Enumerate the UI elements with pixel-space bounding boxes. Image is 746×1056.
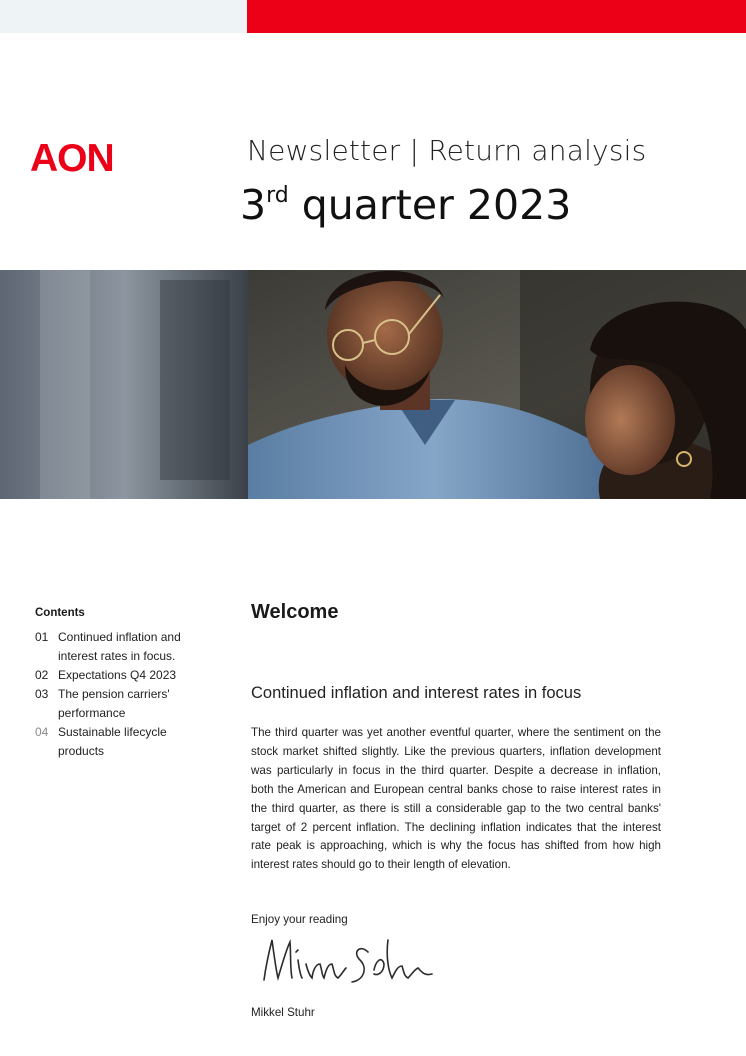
svg-text:AON: AON (30, 137, 114, 176)
quarter-heading: 3rd quarter 2023 (240, 181, 572, 229)
contents-list (35, 628, 215, 761)
top-bar-red (247, 0, 746, 33)
welcome-heading: Welcome (251, 601, 339, 623)
hero-photo (0, 270, 746, 499)
contents-heading: Contents (35, 607, 85, 619)
handwritten-signature (256, 930, 446, 990)
contents-item-01[interactable]: 01 Continued inflation and interest rates in focus. (35, 630, 181, 663)
contents-item-02[interactable]: 02 Expectations Q4 2023 (35, 668, 177, 682)
closing-text: Enjoy your reading (251, 913, 348, 926)
contents-item-04[interactable]: 04 Sustainable lifecycle products (35, 725, 167, 758)
section-title: Continued inflation and interest rates in focus (251, 684, 582, 702)
contents-item-03[interactable]: 03 The pension carriers' performance (35, 687, 170, 720)
ordinal-suffix: rd (266, 183, 289, 208)
top-bar-light (0, 0, 247, 33)
signer-name: Mikkel Stuhr (251, 1006, 315, 1019)
newsletter-title: Newsletter | Return analysis (247, 134, 647, 167)
aon-logo (30, 136, 130, 176)
body-text: The third quarter was yet another eventful quarter, where the sentiment on the stock market shifted slightly. Like the previous quarters, inflation development was particularly in focus in the third quarter. Despite a decrease in inflation, both the American and European central banks chose to raise interest rates in the third quarter, as there is still a considerable gap to the two central banks' target of 2 percent inflation. The declining inflation indicates that the interest rate peak is approaching, which is why the focus has shifted from how high interest rates should go to their length of elevation. (251, 726, 661, 872)
